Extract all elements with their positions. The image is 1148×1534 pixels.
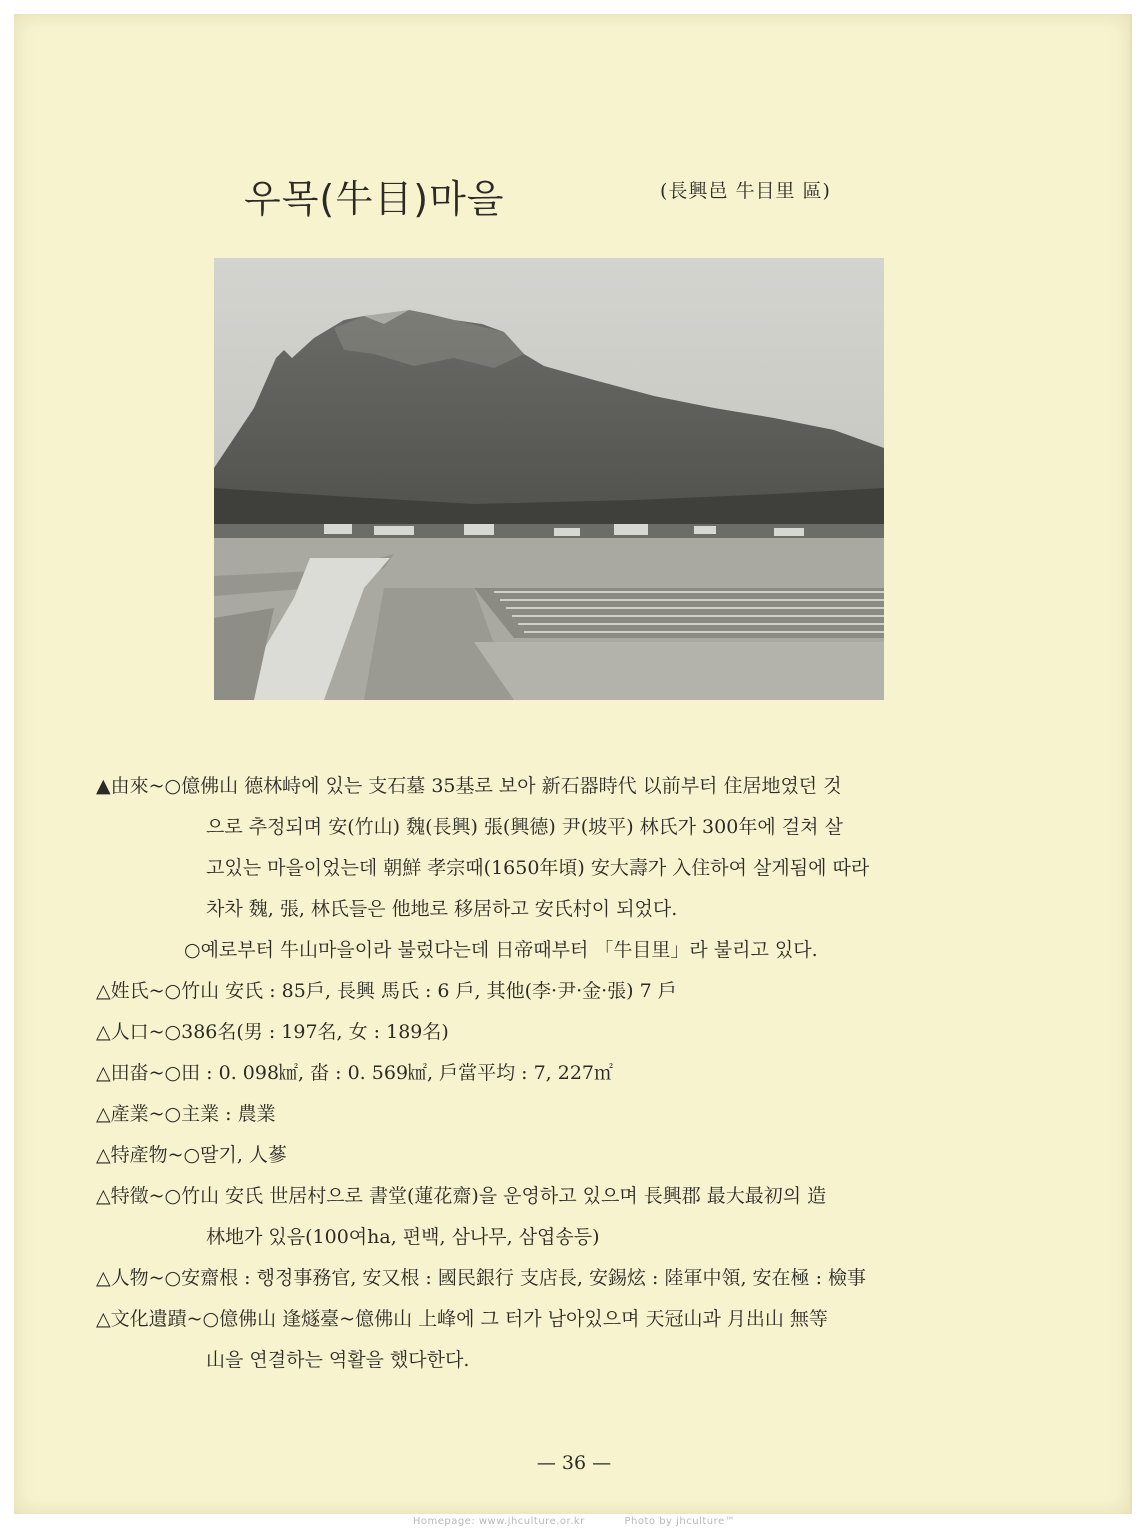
industry-label: △產業~: [96, 1103, 165, 1125]
origin-text-2: 으로 추정되며 安(竹山) 魏(長興) 張(興德) 尹(坡平) 林氏가 300年에 걸쳐 살: [206, 816, 843, 838]
specialty-label: △特產物~: [96, 1144, 184, 1166]
industry-text: ○主業 : 農業: [164, 1103, 276, 1125]
page-title: 우목(牛目)마을: [244, 177, 505, 221]
people-text: ○安齋根 : 행정事務官, 安又根 : 國民銀行 支店長, 安錫炫 : 陸軍中領, 安在極 : 檢事: [164, 1267, 867, 1289]
heritage-text-1: ○億佛山 逢燧臺~億佛山 上峰에 그 터가 남아있으며 天冠山과 月出山 無等: [202, 1308, 828, 1330]
heritage-text-2: 山을 연결하는 역활을 했다한다.: [206, 1349, 470, 1371]
surnames-text: ○竹山 安氏 : 85戶, 長興 馬氏 : 6 戶, 其他(李·尹·金·張) 7 戶: [164, 980, 677, 1002]
population-entry: [96, 1012, 1016, 1053]
specialty-text: ○딸기, 人蔘: [183, 1144, 287, 1166]
surnames-label: △姓氏~: [96, 980, 165, 1002]
people-entry: [96, 1258, 1016, 1299]
origin-text-5: ○예로부터 牛山마을이라 불렀다는데 日帝때부터 「牛目里」라 불리고 있다.: [184, 939, 818, 961]
features-text-1: ○竹山 安氏 世居村으로 書堂(蓮花齋)을 운영하고 있으며 長興郡 最大最初의 造: [164, 1185, 827, 1207]
features-text-2: 林地가 있음(100여ha, 편백, 삼나무, 삼엽송등): [206, 1226, 600, 1248]
footer-credit: Photo by jhculture™: [624, 1516, 736, 1527]
origin-text-4: 차차 魏, 張, 林氏들은 他地로 移居하고 安氏村이 되었다.: [206, 898, 678, 920]
heritage-entry: [96, 1299, 1016, 1340]
origin-label: ▲由來~: [96, 775, 165, 797]
location-subtitle: (長興邑 牛目里 區): [660, 180, 831, 202]
origin-text-1: ○億佛山 德林峙에 있는 支石墓 35基로 보아 新石器時代 以前부터 住居地였던 것: [164, 775, 842, 797]
village-info: [96, 766, 1016, 1381]
specialty-entry: [96, 1135, 1016, 1176]
features-entry: [96, 1176, 1016, 1217]
farmland-entry: [96, 1053, 1016, 1094]
surnames-entry: [96, 971, 1016, 1012]
features-label: △特徵~: [96, 1185, 165, 1207]
farmland-text: ○田 : 0. 098㎢, 畓 : 0. 569㎢, 戶當平均 : 7, 227㎡: [164, 1062, 614, 1084]
farmland-label: △田畓~: [96, 1062, 165, 1084]
population-label: △人口~: [96, 1021, 165, 1043]
footer-homepage: Homepage: www.jhculture.or.kr: [412, 1516, 585, 1527]
heritage-label: △文化遺蹟~: [96, 1308, 203, 1330]
page-number: — 36 —: [536, 1452, 612, 1474]
population-text: ○386名(男 : 197名, 女 : 189名): [164, 1021, 449, 1043]
origin-text-3: 고있는 마을이었는데 朝鮮 孝宗때(1650年頃) 安大壽가 入住하여 살게됨에 따라: [206, 857, 870, 879]
mountain-photo: [214, 258, 884, 700]
people-label: △人物~: [96, 1267, 165, 1289]
industry-entry: [96, 1094, 1016, 1135]
origin-entry: [96, 766, 1016, 807]
footer: [0, 1516, 1148, 1527]
